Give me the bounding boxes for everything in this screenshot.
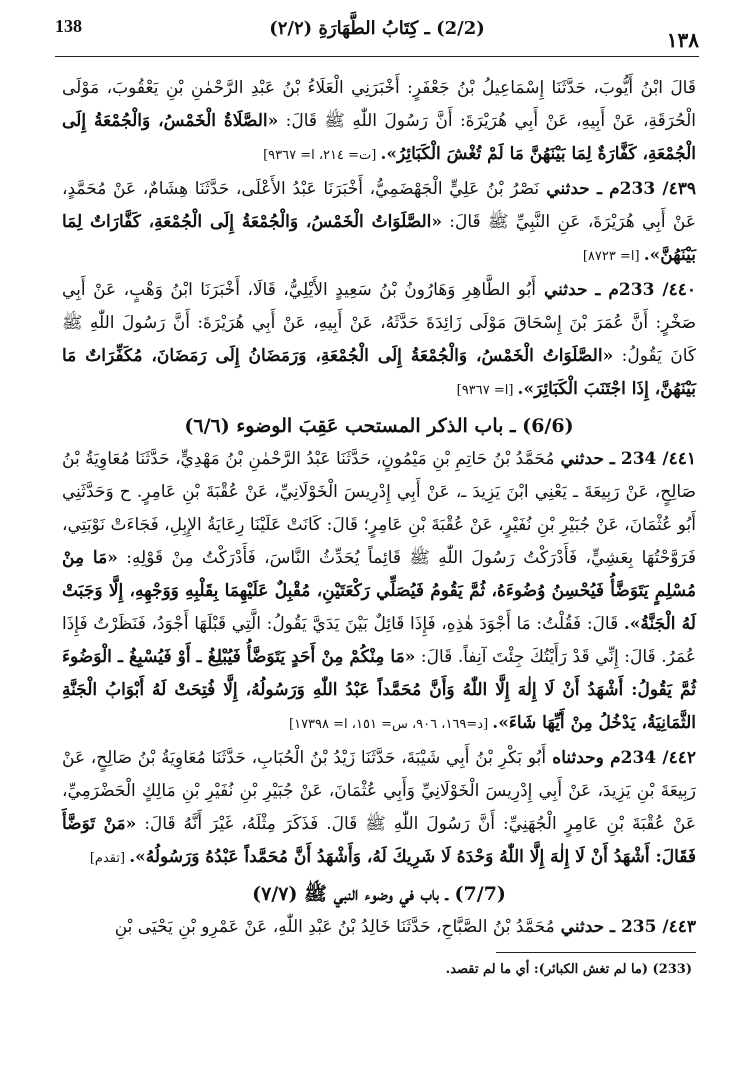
hadith-narration-verb: ـ حدثني (554, 917, 621, 937)
page-number-latin: 138 (55, 16, 82, 36)
hadith-paragraph (62, 742, 696, 875)
hadith-paragraph (62, 911, 696, 944)
hadith-narration-verb: ـ حدثني (554, 449, 621, 469)
hadith-paragraph (62, 443, 696, 741)
hadith-text: مُحَمَّدُ بْنُ الصَّبَّاحِ، حَدَّثَنَا خَالِدُ بْنُ عَبْدِ اللّٰهِ، عَنْ عَمْرِو بْنِ يَحْيَى بْنِ (114, 917, 555, 937)
hadith-text-continued: قَالَ: فَقُلْتُ: مَا أَجْوَدَ هٰذِهِ، فَإِذَا قَائِلٌ بَيْنَ يَدَيَّ يَقُولُ: الَّتِي قَبْلَهَا أَجْوَدُ، فَنَظَرْتُ فَإِذَا عُمَرُ. قَالَ: إِنِّي قَدْ رَأَيْتُكَ جِئْتَ آنِفاً. قَالَ: (62, 614, 696, 667)
hadith-narration-verb: ـ حدثني (539, 179, 610, 199)
footnote: (233) (ما لم تغش الكبائر): أي ما لم تقصد. (445, 962, 692, 977)
chapter-heading: (6/6) ـ باب الذكر المستحب عَقِبَ الوضوء (٦/٦) (184, 415, 574, 437)
hadith-text: نَصْرُ بْنُ عَلِيٍّ الْجَهْضَمِيُّ، أَخْبَرَنَا عَبْدُ الأَعْلَى، حَدَّثَنَا هِشَامٌ، عَنْ مُحَمَّدٍ، عَنْ أَبِي هُرَيْرَةَ، عَنِ النَّبِيِّ ﷺ قَالَ: (62, 179, 696, 232)
page-number-arabic: ١٣٨ (666, 28, 699, 52)
footnote-rule (496, 952, 696, 953)
hadith-number: ٤٤١/ 234 (620, 449, 696, 469)
hadith-paragraph (62, 173, 696, 273)
hadith-reference: [ت= ٢١٤، ا= ٩٣٦٧] (263, 148, 381, 163)
hadith-matn: «الصَّلَوَاتُ الْخَمْسُ، وَالْجُمْعَةُ إِلَى الْجُمْعَةِ، وَرَمَضَانُ إِلَى رَمَضَانَ، مُكَفِّرَاتٌ مَا بَيْنَهُنَّ، إِذَا اجْتَنَبَ الْكَبَائِرَ». (62, 346, 696, 399)
hadith-matn-second: «مَا مِنْكُمْ مِنْ أَحَدٍ يَتَوَضَّأُ فَيُبْلِغُ ـ أَوْ فَيُسْبِغُ ـ الْوَضُوءَ ثُمَّ يَقُولُ: أَشْهَدُ أَنْ لَا إِلٰهَ إِلَّا اللّٰهُ وَأَنَّ مُحَمَّداً عَبْدُ اللّٰهِ وَرَسُولُهُ، إِلَّا فُتِحَتْ لَهُ أَبْوَابُ الْجَنَّةِ الثَّمَانِيَةُ، يَدْخُلُ مِنْ أَيِّهَا شَاءَ». (62, 647, 696, 733)
hadith-narration-verb: ـ حدثني (536, 280, 609, 300)
running-title: (2/2) ـ كِتَابُ الطَّهَارَةِ (٢/٢) (269, 18, 485, 39)
page-header (55, 12, 699, 52)
hadith-text: أَبُو الطَّاهِرِ وَهَارُونُ بْنُ سَعِيدٍ الأَيْلِيُّ، قَالَا، أَخْبَرَنَا ابْنُ وَهْبٍ، عَنْ أَبِي صَخْرٍ: أَنَّ عُمَرَ بْنَ إِسْحَاقَ مَوْلَى زَائِدَةَ حَدَّثَهُ، عَنْ أَبِيهِ، عَنْ أَبِي هُرَيْرَةَ: أَنَّ رَسُولَ اللّٰهِ ﷺ كَانَ يَقُولُ: (62, 280, 696, 366)
hadith-reference: [د=١٦٩، ٩٠٦، س= ١٥١، ا= ١٧٣٩٨] (289, 717, 493, 732)
hadith-reference: [ا= ٨٧٢٣] (582, 249, 644, 264)
hadith-narration-verb: وحدثناه (546, 748, 611, 768)
hadith-paragraph (62, 274, 696, 407)
hadith-matn: «الصَّلَاةُ الْخَمْسُ، وَالْجُمْعَةُ إِلَى الْجُمْعَةِ، كَفَّارَةٌ لِمَا بَيْنَهُنَّ مَا لَمْ تُغْشَ الْكَبَائِرُ». (62, 111, 696, 164)
hadith-matn: «مَنْ تَوَضَّأَ فَقَالَ: أَشْهَدُ أَنْ لَا إِلٰهَ إِلَّا اللّٰهُ وَحْدَهُ لَا شَرِيكَ لَهُ، وَأَشْهَدُ أَنَّ مُحَمَّداً عَبْدُهُ وَرَسُولُهُ». (62, 814, 696, 867)
hadith-text: مُحَمَّدُ بْنُ حَاتِمِ بْنِ مَيْمُونٍ، حَدَّثَنَا عَبْدُ الرَّحْمٰنِ بْنُ مَهْدِيٍّ، حَدَّثَنَا مُعَاوِيَةُ بْنُ صَالِحٍ، عَنْ رَبِيعَةَ ـ يَعْنِي ابْنَ يَزِيدَ ـ، عَنْ أَبِي إِدْرِيسَ الْخَوْلَانِيِّ، عَنْ عُقْبَةَ بْنِ عَامِرٍ. ح وَحَدَّثَنِي أَبُو عُثْمَانَ، عَنْ جُبَيْرِ بْنِ نُفَيْرٍ، عَنْ عُقْبَةَ بْنِ عَامِرٍ؛ قَالَ: كَانَتْ عَلَيْنَا رِعَايَةُ الإِبِلِ، فَجَاءَتْ نَوْبَتِي، فَرَوَّحْتُهَا بِعَشِيٍّ، فَأَدْرَكْتُ رَسُولَ اللّٰهِ ﷺ قَائِماً يُحَدِّثُ النَّاسَ، فَأَدْرَكْتُ مِنْ قَوْلِهِ: (62, 449, 696, 568)
hadith-matn: «الصَّلَوَاتُ الْخَمْسُ، وَالْجُمْعَةُ إِلَى الْجُمْعَةِ، كَفَّارَاتٌ لِمَا بَيْنَهُنَّ». (62, 212, 696, 265)
hadith-number: ٤٤٢/ 234م (610, 748, 696, 768)
hadith-reference: [ا= ٩٣٦٧] (456, 383, 518, 398)
hadith-paragraph (62, 72, 696, 172)
header-rule (55, 56, 699, 57)
hadith-text: أَبُو بَكْرِ بْنُ أَبِي شَيْبَةَ، حَدَّثَنَا زَيْدُ بْنُ الْحُبَابِ، حَدَّثَنَا مُعَاوِيَةُ بْنُ صَالِحٍ، عَنْ رَبِيعَةَ بْنِ يَزِيدَ، عَنْ أَبِي إِدْرِيسَ الْخَوْلَانِيِّ وَأَبِي عُثْمَانَ، عَنْ جُبَيْرِ بْنِ نُفَيْرِ بْنِ مَالِكٍ الْحَضْرَمِيِّ، عَنْ عُقْبَةَ بْنِ عَامِرٍ الْجُهَنِيِّ: أَنَّ رَسُولَ اللّٰهِ ﷺ قَالَ. فَذَكَرَ مِثْلَهُ، غَيْرَ أَنَّهُ قَالَ: (62, 748, 697, 834)
hadith-number: ٤٤٣/ 235 (620, 917, 696, 937)
hadith-matn: «مَا مِنْ مُسْلِمٍ يَتَوَضَّأُ فَيُحْسِنُ وُضُوءَهُ، ثُمَّ يَقُومُ فَيُصَلِّي رَكْعَتَيْنِ، مُقْبِلٌ عَلَيْهِمَا بِقَلْبِهِ وَوَجْهِهِ، إِلَّا وَجَبَتْ لَهُ الْجَنَّةُ». (62, 548, 696, 634)
page-body (62, 72, 696, 944)
hadith-number: ٤٣٩/ 233م (609, 179, 696, 199)
hadith-number: ٤٤٠/ 233م (608, 280, 696, 300)
hadith-reference: [تقدم] (89, 851, 130, 866)
chapter-heading: (7/7) ـ باب في وضوء النبي ﷺ (٧/٧) (252, 883, 506, 905)
hadith-text: قَالَ ابْنُ أَيُّوبَ، حَدَّثَنَا إِسْمَاعِيلُ بْنُ جَعْفَرٍ: أَخْبَرَنِي الْعَلَاءُ بْنُ عَبْدِ الرَّحْمٰنِ بْنِ يَعْقُوبَ، مَوْلَى الْحُرَقَةِ، عَنْ أَبِيهِ، عَنْ أَبِي هُرَيْرَةَ: أَنَّ رَسُولَ اللّٰهِ ﷺ قَالَ: (62, 78, 696, 131)
